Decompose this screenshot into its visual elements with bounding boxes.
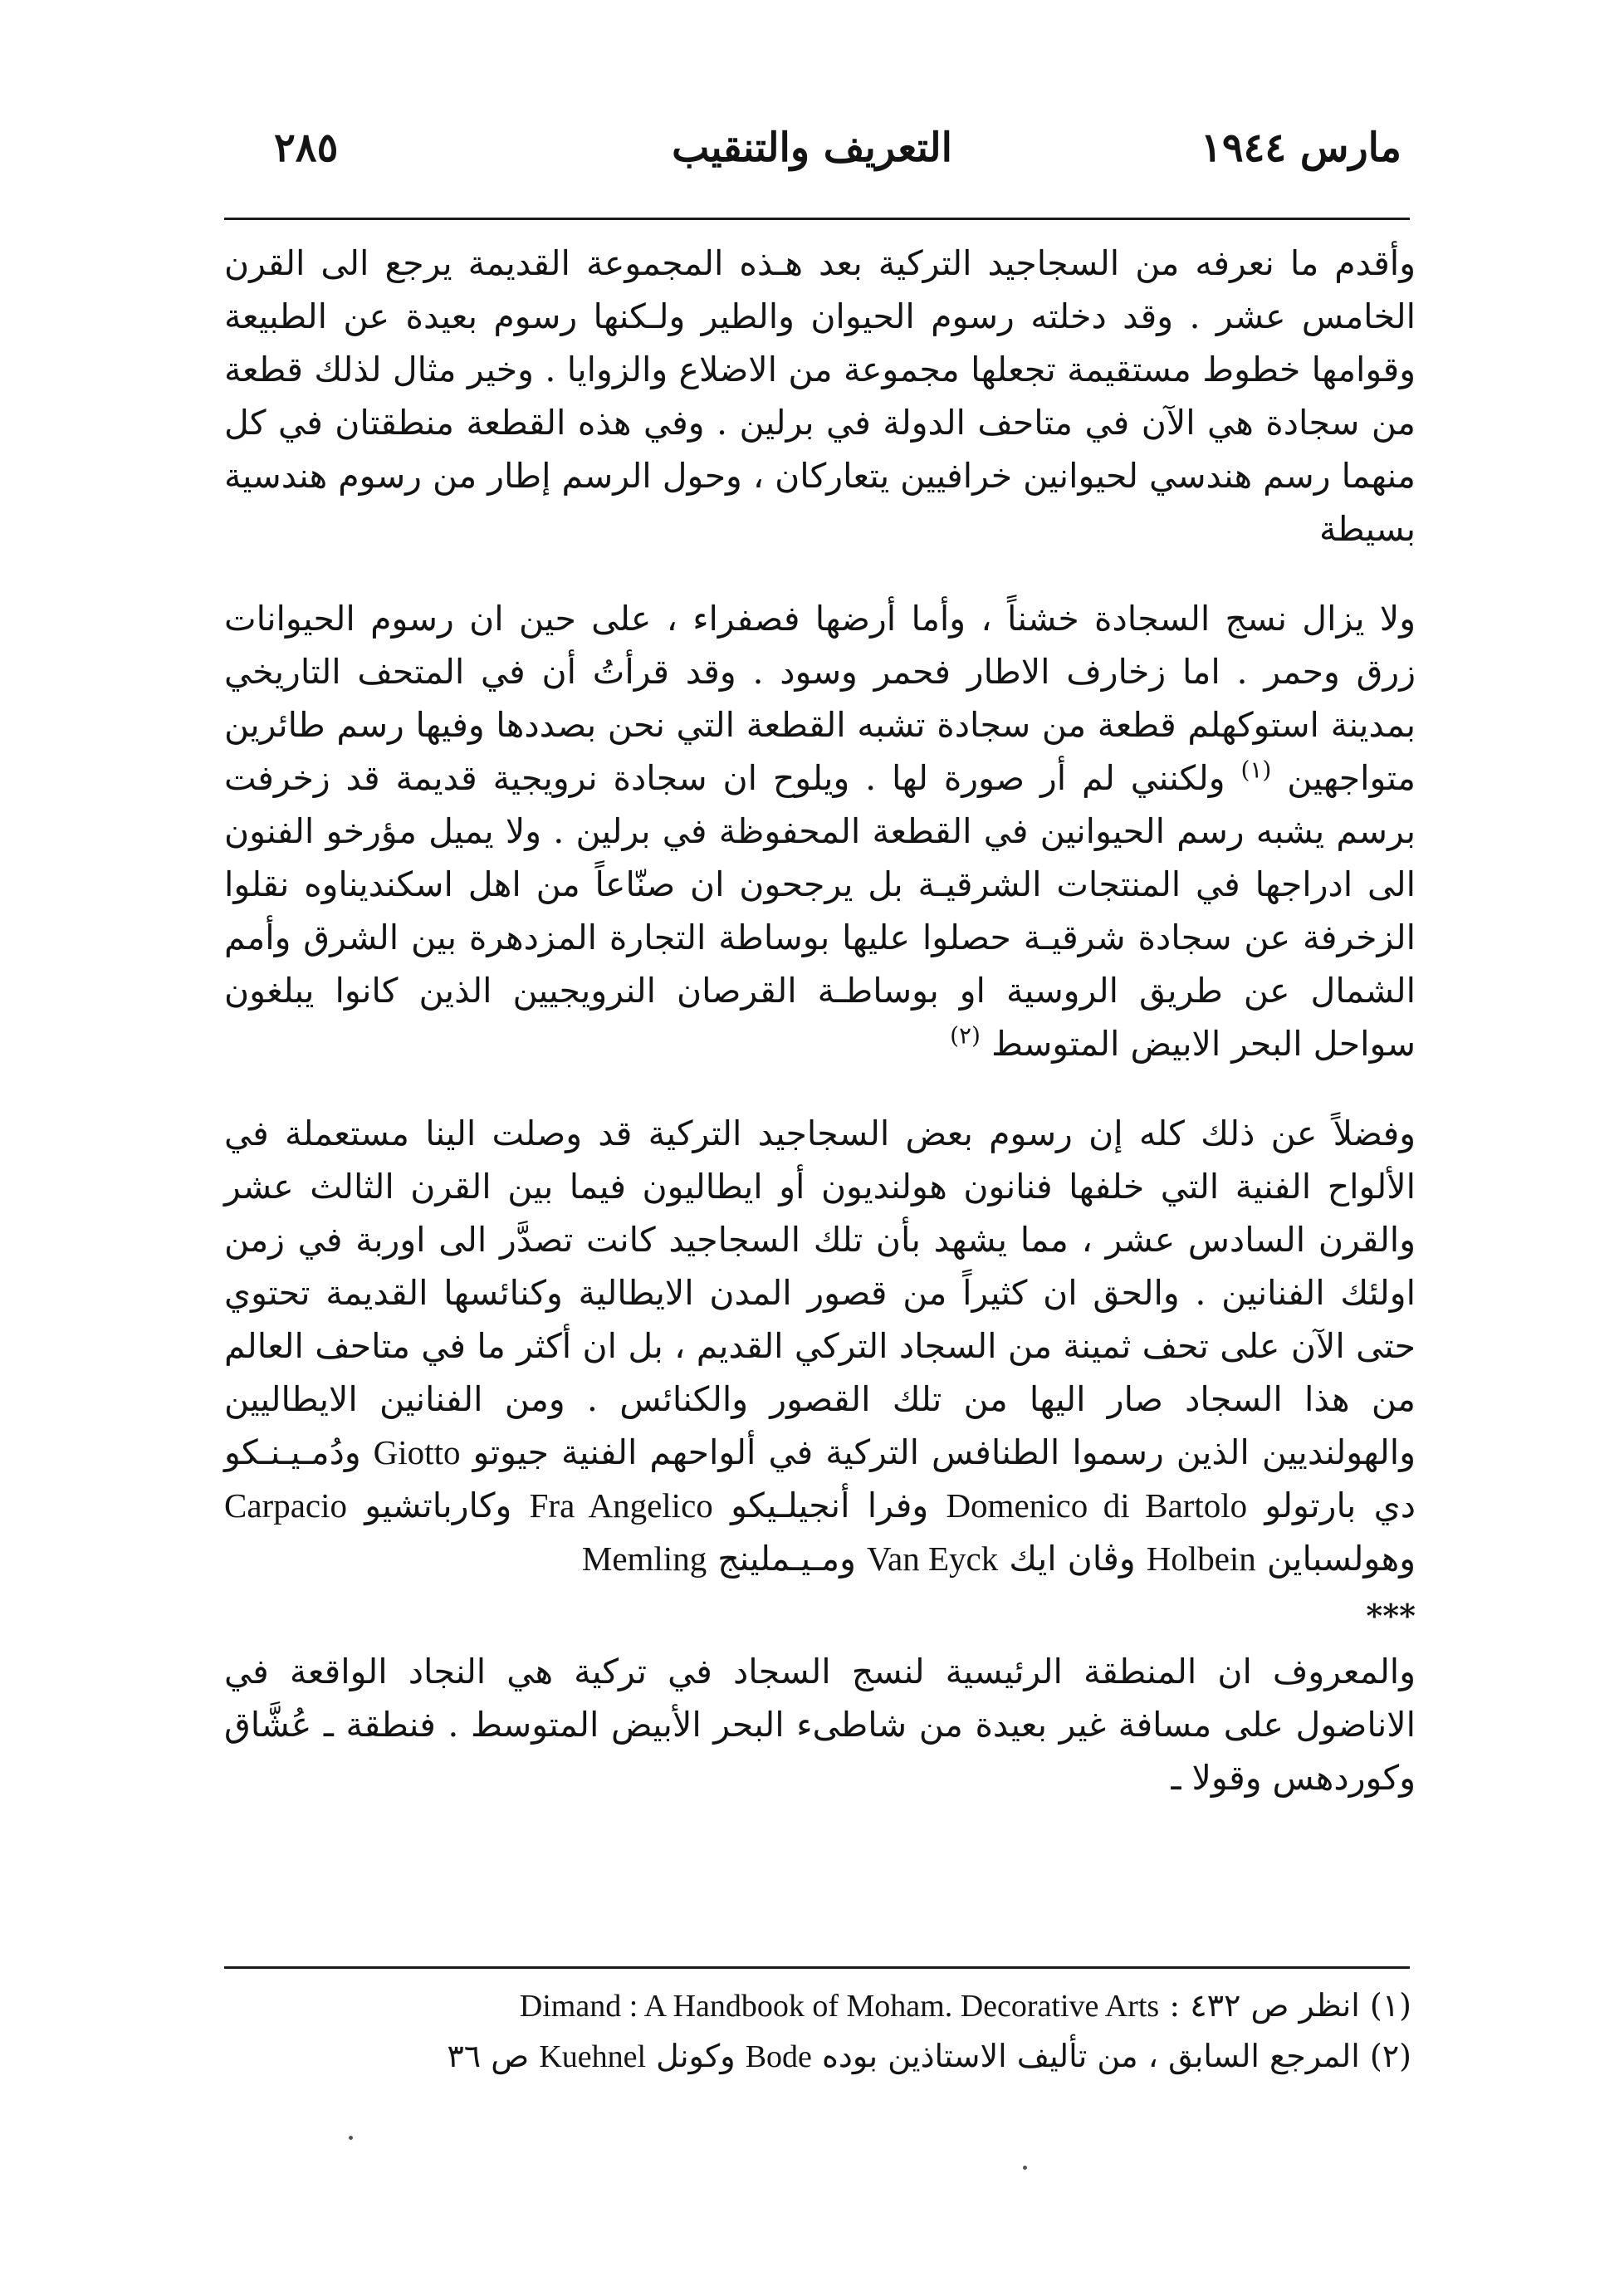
paragraph-2: ولا يزال نسج السجادة خشناً ، وأما أرضها فصفراء ، على حين ان رسوم الحيوانات زرق وحمر . اما زخارف الاطار فحمر وسود . وقد قرأتُ أن في المتحف التاريخي بمدينة استوكهلم قطعة من سجادة تشبه القطعة التي نحن بصددها وفيها رسم طائرين متواجهين $^{(١)}$ ولكنني لم أر صورة لها . ويلوح ان سجادة نرويجية قديمة قد زخرفت برسم يشبه رسم الحيوانين في القطعة المحفوظة في برلين . ولا يميل مؤرخو الفنون الى ادراجها في المنتجات الشرقيـة بل يرجحون ان صنّاعاً من اهل اسكنديناوه نقلوا الزخرفة عن سجادة شرقيـة حصلوا عليها بوساطة التجارة المزدهرة بين الشرق وأمم الشمال عن طريق الروسية او بوساطـة القرصان النرويجيين الذين كانوا يبلغون سواحل البحر الابيض المتوسط $^{(٢)}$	[224, 599, 1416, 1064]
name-carpaccio: Carpacio	[224, 1486, 347, 1525]
section-divider: ***	[1366, 1597, 1416, 1634]
footnote-1: (١) انظر ص ٤٣٢ : Dimand : A Handbook of Moham. Decorative Arts	[519, 1987, 1411, 2024]
footnote-ref-2: (٢)	[950, 1021, 981, 1050]
scan-speck	[349, 2136, 353, 2140]
name-memling: Memling	[581, 1540, 707, 1578]
paragraph-3: وفضلاً عن ذلك كله إن رسوم بعض السجاجيد التركية قد وصلت الينا مستعملة في الألواح الفنية التي خلفها فنانون هولنديون أو ايطاليون فيما بين القرن الثالث عشر والقرن السادس عشر ، مما يشهد بأن تلك السجاجيد كانت تصدَّر الى اوربة في زمن اولئك الفنانين . والحق ان كثيراً من قصور المدن الايطالية وكنائسها القديمة تحتوي حتى الآن على تحف ثمينة من السجاد التركي القديم ، بل ان أكثر ما في متاحف العالم من هذا السجاد صار اليها من تلك القصور والكنائس . ومن الفنانين الايطاليين والهولنديين الذين رسموا الطنافس التركية في ألواحهم الفنية جيوتو Giotto ودُمـيـنـكو دي بارتولو Domenico di Bartolo وفرا أنجيلـيكو Fra Angelico وكارباتشيو Carpacio وهولسباين Holbein وڤان ايك Van Eyck ومـيـملينج Memling	[224, 1114, 1416, 1579]
header-rule	[224, 218, 1410, 220]
header-title: التعريف والتنقيب	[672, 125, 952, 171]
page-header	[223, 125, 1401, 191]
article-body	[224, 237, 1416, 1804]
page-number: ٢٨٥	[274, 125, 339, 171]
name-van-eyck: Van Eyck	[866, 1540, 999, 1578]
name-giotto: Giotto	[373, 1433, 461, 1471]
name-holbein: Holbein	[1146, 1540, 1256, 1578]
header-date: مارس ١٩٤٤	[1201, 125, 1401, 171]
paragraph-4: والمعروف ان المنطقة الرئيسية لنسج السجاد في تركية هي النجاد الواقعة في الاناضول على مسافة غير بعيدة من شاطىء البحر الأبيض المتوسط . فنطقة ـ عُشَّاق وكوردهس وقولا ـ	[224, 1652, 1416, 1798]
name-fra-angelico: Fra Angelico	[529, 1486, 713, 1525]
footnote-2: (٢) المرجع السابق ، من تأليف الاستاذين بوده Bode وكونل Kuehnel ص ٣٦	[447, 2038, 1411, 2074]
name-domenico: Domenico di Bartolo	[946, 1486, 1248, 1525]
footnote-rule	[224, 1966, 1410, 1969]
footnotes	[224, 1980, 1411, 2082]
paragraph-1: وأقدم ما نعرفه من السجاجيد التركية بعد هـذه المجموعة القديمة يرجع الى القرن الخامس عشر . وقد دخلته رسوم الحيوان والطير ولـكنها رسوم بعيدة عن الطبيعة وقوامها خطوط مستقيمة تجعلها مجموعة من الاضلاع والزوايا . وخير مثال لذلك قطعة من سجادة هي الآن في متاحف الدولة في برلين . وفي هذه القطعة منطقتان في كل منهما رسم هندسي لحيوانين خرافيين يتعاركان ، وحول الرسم إطار من رسوم هندسية بسيطة	[224, 243, 1416, 549]
footnote-ref-1: (١)	[1240, 756, 1272, 784]
scan-speck	[1023, 2166, 1027, 2170]
